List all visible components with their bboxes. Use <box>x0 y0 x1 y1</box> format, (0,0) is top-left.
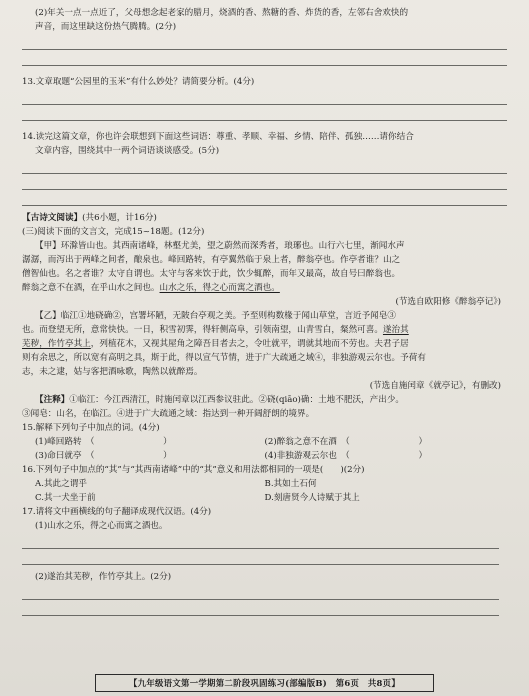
section-heading-rest: (共6小题，计16分) <box>82 213 157 223</box>
underlined-sentence: 芜秽，作竹亭其上 <box>22 339 91 349</box>
q16-option-b[interactable]: B.其如土石何 <box>264 479 317 489</box>
passage-yi-line2a: 也。而登望无所，意常快快。一日，积雪初霁，得轩侧高阜，引领南望，山青雪白，粲然可喜。 <box>22 325 383 335</box>
passage-yi-line3b: ，列植花木，又视其屋角之障吾目者去之，令吐就平，谓就其地而不劳也。夫君子居 <box>90 339 409 349</box>
section-intro: (三)阅读下面的文言文，完成15~18题。(12分) <box>22 227 205 237</box>
passage-yi-line4: 则有余思之，所以宽有高明之具，斯于此，得以宣气节情，进于广大疏通之域④，非独游观云尔也。予荷有 <box>22 353 426 363</box>
q17-sentence-2: (2)遂治其芜秽，作竹亭其上。(2分) <box>35 572 172 582</box>
passage-jia-line2: 潺潺，而泻出于两峰之间者，酿泉也。峰回路转，有亭翼然临于泉上者，醉翁亭也。作亭者谁？山之 <box>22 255 401 265</box>
q12-sub2-line2: 声音，而这里缺这份热气腾腾。(2分) <box>35 22 177 32</box>
answer-line[interactable] <box>22 190 507 206</box>
answer-line[interactable] <box>22 158 507 174</box>
answer-line[interactable] <box>22 174 507 190</box>
q16-option-d[interactable]: D.刻唐贤今人诗赋于其上 <box>264 493 360 503</box>
answer-line[interactable] <box>22 89 507 105</box>
q17-sentence-1: (1)山水之乐，得之心而寓之酒也。 <box>35 521 168 531</box>
answer-line[interactable] <box>22 533 499 549</box>
q17-title: 17.请将文中画横线的句子翻译成现代汉语。(4分) <box>22 507 212 517</box>
notes-line1 <box>22 393 507 407</box>
answer-line[interactable] <box>22 549 499 565</box>
passage-yi-line3 <box>22 337 507 351</box>
underlined-sentence: 山水之乐，得之心而寓之酒也。 <box>159 283 280 293</box>
section-heading-mark: 【古诗文阅读】 <box>22 213 83 223</box>
passage-yi-line1: 【乙】临江①地硗确②，宫署坏陋，无陂台亭观之美。予至则构数椽于闻山草堂，言近予闻皂③ <box>35 311 396 321</box>
passage-jia-source: (节选自欧阳修《醉翁亭记》) <box>395 297 501 307</box>
passage-jia-line4a: 醉翁之意不在酒，在乎山水之间也。 <box>22 283 160 293</box>
q13-text: 13.文章取题“公园里的玉米”有什么妙处？请简要分析。(4分) <box>22 77 255 87</box>
q15-title: 15.解释下列句子中加点的词。(4分) <box>22 423 160 433</box>
q15-item-2[interactable]: (2)醉翁之意不在酒 （ ） <box>264 437 428 447</box>
passage-yi-source: (节选自施闰章《就亭记》，有删改) <box>369 381 501 391</box>
passage-yi-line5: 志，未之逮，姑与客把酒咏歌，陶然以就醉焉。 <box>22 367 203 377</box>
page-footer: 【九年级语文第一学期第二阶段巩固练习(部编版B) 第6页 共8页】 <box>95 674 434 692</box>
q16-option-a[interactable]: A.其此之谓乎 <box>35 479 87 489</box>
notes-line2: ③闻皂：山名，在临江。④进于广大疏通之域：指达到一种开阔舒朗的境界。 <box>22 409 315 419</box>
q15-row <box>22 449 507 463</box>
q16-option-c[interactable]: C.其一犬坐于前 <box>35 493 96 503</box>
q16-row <box>22 477 507 491</box>
q16-title: 16.下列句子中加点的“其”与“其西南诸峰”中的“其”意义和用法都相同的一项是( )(2分) <box>22 465 365 475</box>
q12-sub2-line1: (2)年关一点一点近了，父母想念起老家的腊月，烧酒的香、熬糖的香、炸货的香，左邻右舍欢快的 <box>35 8 409 18</box>
passage-jia-line3: 僧智仙也。名之者谁？太守自谓也。太守与客来饮于此，饮少辄醉，而年又最高，故自号曰醉翁也。 <box>22 269 401 279</box>
q15-item-1[interactable]: (1)峰回路转 （ ） <box>35 437 172 447</box>
q15-item-4[interactable]: (4)非独游观云尔也 （ ） <box>264 451 428 461</box>
notes-label: 【注释】 <box>35 395 70 405</box>
answer-line[interactable] <box>22 105 507 121</box>
q14-line1: 14.读完这篇文章，你也许会联想到下面这些词语：尊重、孝顺、幸福、乡情、陪伴、孤独……请你结合 <box>22 132 414 142</box>
q14-line2: 文章内容，围绕其中一两个词语谈谈感受。(5分) <box>35 146 220 156</box>
passage-jia-line1: 【甲】环滁皆山也。其西南诸峰，林壑尤美，望之蔚然而深秀者，琅琊也。山行六七里，渐闻水声 <box>35 241 405 251</box>
answer-line[interactable] <box>22 50 507 66</box>
notes-text1: ①临江：今江西清江，时施闰章以江西参议驻此。②硗(qiāo)确：土地不肥沃，产出少。 <box>69 395 405 405</box>
q15-row <box>22 435 507 449</box>
q16-row <box>22 491 507 505</box>
answer-line[interactable] <box>22 34 507 50</box>
answer-line[interactable] <box>22 600 499 616</box>
passage-jia-line4 <box>22 281 507 295</box>
passage-yi-line2 <box>22 323 507 337</box>
underlined-sentence: 遂治其 <box>382 325 409 335</box>
answer-line[interactable] <box>22 584 499 600</box>
section-heading <box>22 211 507 225</box>
q15-item-3[interactable]: (3)命曰就亭 （ ） <box>35 451 172 461</box>
